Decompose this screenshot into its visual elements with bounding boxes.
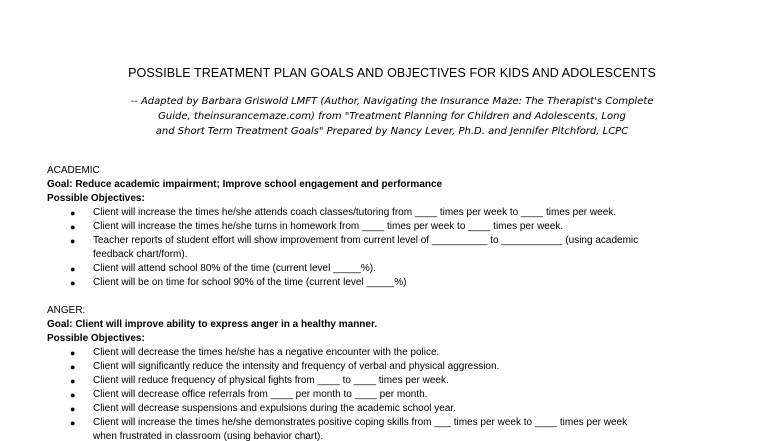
list-item	[47, 234, 767, 262]
list-item	[47, 206, 767, 220]
list-item	[47, 402, 767, 416]
attribution-line: Guide, theinsurancemaze.com) from "Treatment Planning for Children and Adolescents, Long	[158, 111, 626, 122]
objective-text: Client will decrease the times he/she has a negative encounter with the police.	[93, 347, 440, 358]
bullet-icon: ●	[70, 222, 76, 232]
objective-text: Client will be on time for school 90% of the time (current level _____%)	[93, 277, 407, 288]
list-item	[47, 416, 767, 441]
objective-text: Client will attend school 80% of the time (current level _____%).	[93, 263, 376, 274]
section-academic	[47, 164, 767, 290]
list-item	[47, 262, 767, 276]
bullet-icon: ●	[70, 236, 76, 246]
objective-text-continued: feedback chart/form).	[93, 249, 188, 260]
section-goal: Goal: Client will improve ability to express anger in a healthy manner.	[47, 319, 378, 330]
bullet-icon: ●	[70, 376, 76, 386]
objectives-label: Possible Objectives:	[47, 193, 145, 204]
bullet-icon: ●	[70, 208, 76, 218]
objective-text: Client will decrease office referrals from ____ per month to ____ per month.	[93, 389, 428, 400]
objective-text: Client will decrease suspensions and expulsions during the academic school year.	[93, 403, 456, 414]
list-item	[47, 388, 767, 402]
objectives-list	[47, 346, 767, 441]
list-item	[47, 374, 767, 388]
list-item	[47, 360, 767, 374]
objective-text: Teacher reports of student effort will show improvement from current level of __________ to ___________ (using academic	[93, 235, 639, 246]
bullet-icon: ●	[70, 390, 76, 400]
list-item	[47, 220, 767, 234]
objective-text: Client will significantly reduce the intensity and frequency of verbal and physical aggression.	[93, 361, 500, 372]
bullet-icon: ●	[70, 348, 76, 358]
objective-text: Client will increase the times he/she attends coach classes/tutoring from ____ times per week to ____ times per week.	[93, 207, 617, 218]
document-title: POSSIBLE TREATMENT PLAN GOALS AND OBJECTIVES FOR KIDS AND ADOLESCENTS	[128, 66, 656, 80]
section-heading: ACADEMIC	[47, 165, 100, 176]
list-item	[47, 346, 767, 360]
bullet-icon: ●	[70, 418, 76, 428]
objective-text: Client will reduce frequency of physical fights from ____ to ____ times per week.	[93, 375, 449, 386]
list-item	[47, 276, 767, 290]
bullet-icon: ●	[70, 264, 76, 274]
section-goal: Goal: Reduce academic impairment; Improve school engagement and performance	[47, 179, 443, 190]
objectives-list	[47, 206, 767, 290]
objective-text: Client will increase the times he/she demonstrates positive coping skills from ___ times per week to ____ times per week	[93, 417, 628, 428]
section-heading: ANGER:	[47, 305, 86, 316]
section-anger	[47, 304, 767, 441]
objectives-label: Possible Objectives:	[47, 333, 145, 344]
attribution-block	[0, 94, 784, 139]
attribution-line: and Short Term Treatment Goals" Prepared by Nancy Lever, Ph.D. and Jennifer Pitchford, LCPC	[155, 126, 629, 137]
bullet-icon: ●	[70, 362, 76, 372]
attribution-line: -- Adapted by Barbara Griswold LMFT (Author, Navigating the Insurance Maze: The Therapist's Complete	[130, 96, 654, 107]
bullet-icon: ●	[70, 404, 76, 414]
bullet-icon: ●	[70, 278, 76, 288]
objective-text: Client will increase the times he/she turns in homework from ____ times per week to ____ times per week.	[93, 221, 564, 232]
objective-text-continued: when frustrated in classroom (using behavior chart).	[93, 431, 324, 441]
